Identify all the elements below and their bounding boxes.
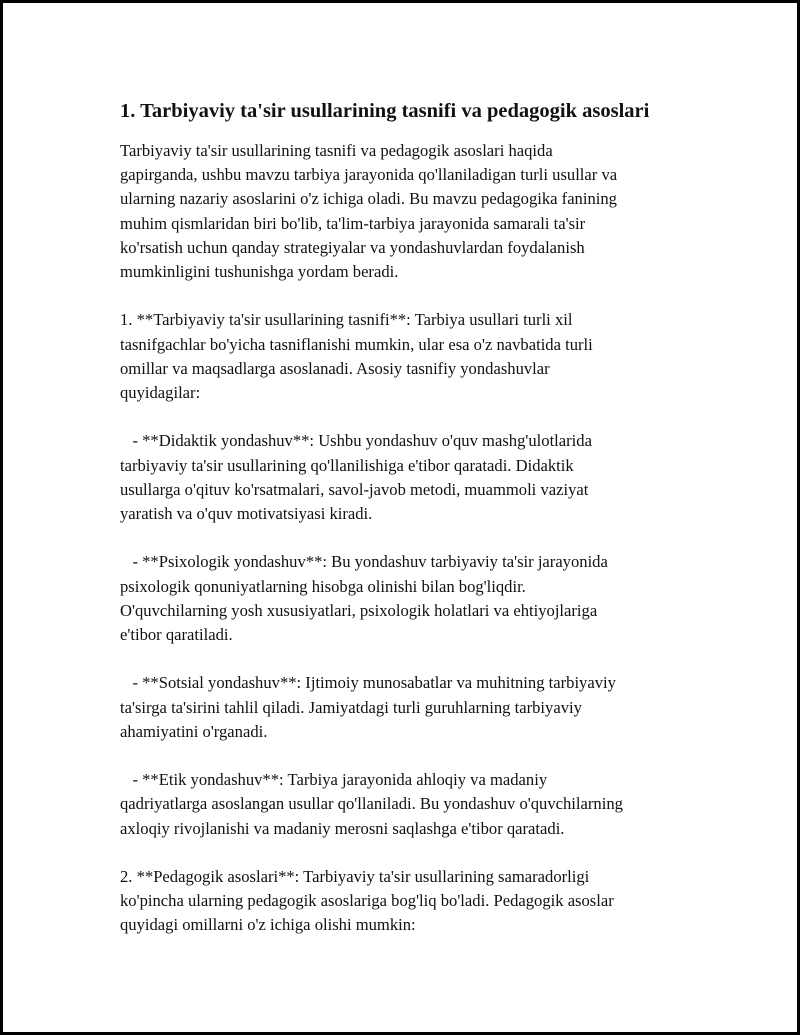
paragraph-spacer xyxy=(120,744,695,768)
paragraph-spacer xyxy=(120,647,695,671)
document-title: 1. Tarbiyaviy ta'sir usullarining tasnifi va pedagogik asoslari xyxy=(120,100,650,122)
intro-paragraph: Tarbiyaviy ta'sir usullarining tasnifi va pedagogik asoslari haqida gapirganda, ushbu mavzu tarbiya jarayonida qo'llaniladigan turli usullar va ularning nazariy asoslarini o'z ichiga oladi. Bu mavzu pedagogika fanining muhim qismlaridan biri bo'lib, ta'lim-tarbiya jarayonida samarali ta'sir ko'rsatish uchun qanday strategiyalar va yondashuvlardan foydalanish mumkinligini tushunishga yordam beradi. xyxy=(120,141,618,282)
pedagogical-foundations-paragraph: 2. **Pedagogik asoslari**: Tarbiyaviy ta'sir usullarining samaradorligi ko'pincha ularning pedagogik asoslariga bog'liq bo'ladi. Pedagogik asoslar quyidagi omillarni o'z ichiga olishi mumkin: xyxy=(120,867,614,935)
social-approach-item: - **Sotsial yondashuv**: Ijtimoiy munosabatlar va muhitning tarbiyaviy ta'sirga ta'sirini tahlil qiladi. Jamiyatdagi turli guruhlarning tarbiyaviy ahamiyatini o'rganadi. xyxy=(120,673,616,741)
classification-paragraph: 1. **Tarbiyaviy ta'sir usullarining tasnifi**: Tarbiya usullari turli xil tasnifgachlar bo'yicha tasniflanishi mumkin, ular esa o'z navbatida turli omillar va maqsadlarga asoslanadi. Asosiy tasnifiy yondashuvlar quyidagilar: xyxy=(120,310,593,403)
psychological-approach-item: - **Psixologik yondashuv**: Bu yondashuv tarbiyaviy ta'sir jarayonida psixologik qonuniyatlarning hisobga olinishi bilan bog'liqdir. O'quvchilarning yosh xususiyatlari, psixologik holatlari va ehtiyojlariga e'tibor qaratiladi. xyxy=(120,552,608,645)
paragraph-spacer xyxy=(120,405,695,429)
ethical-approach-item: - **Etik yondashuv**: Tarbiya jarayonida ahloqiy va madaniy qadriyatlarga asoslangan usullar qo'llaniladi. Bu yondashuv o'quvchilarning axloqiy rivojlanishi va madaniy merosni saqlashga e'tibor qaratadi. xyxy=(120,770,623,838)
paragraph-spacer xyxy=(120,841,695,865)
paragraph-spacer xyxy=(120,526,695,550)
document-body xyxy=(120,97,695,938)
paragraph-spacer xyxy=(120,284,695,308)
didactic-approach-item: - **Didaktik yondashuv**: Ushbu yondashuv o'quv mashg'ulotlarida tarbiyaviy ta'sir usullarining qo'llanilishiga e'tibor qaratadi. Didaktik usullarga o'qituv ko'rsatmalari, savol-javob metodi, muammoli vaziyat yaratish va o'quv motivatsiyasi kiradi. xyxy=(120,431,592,524)
